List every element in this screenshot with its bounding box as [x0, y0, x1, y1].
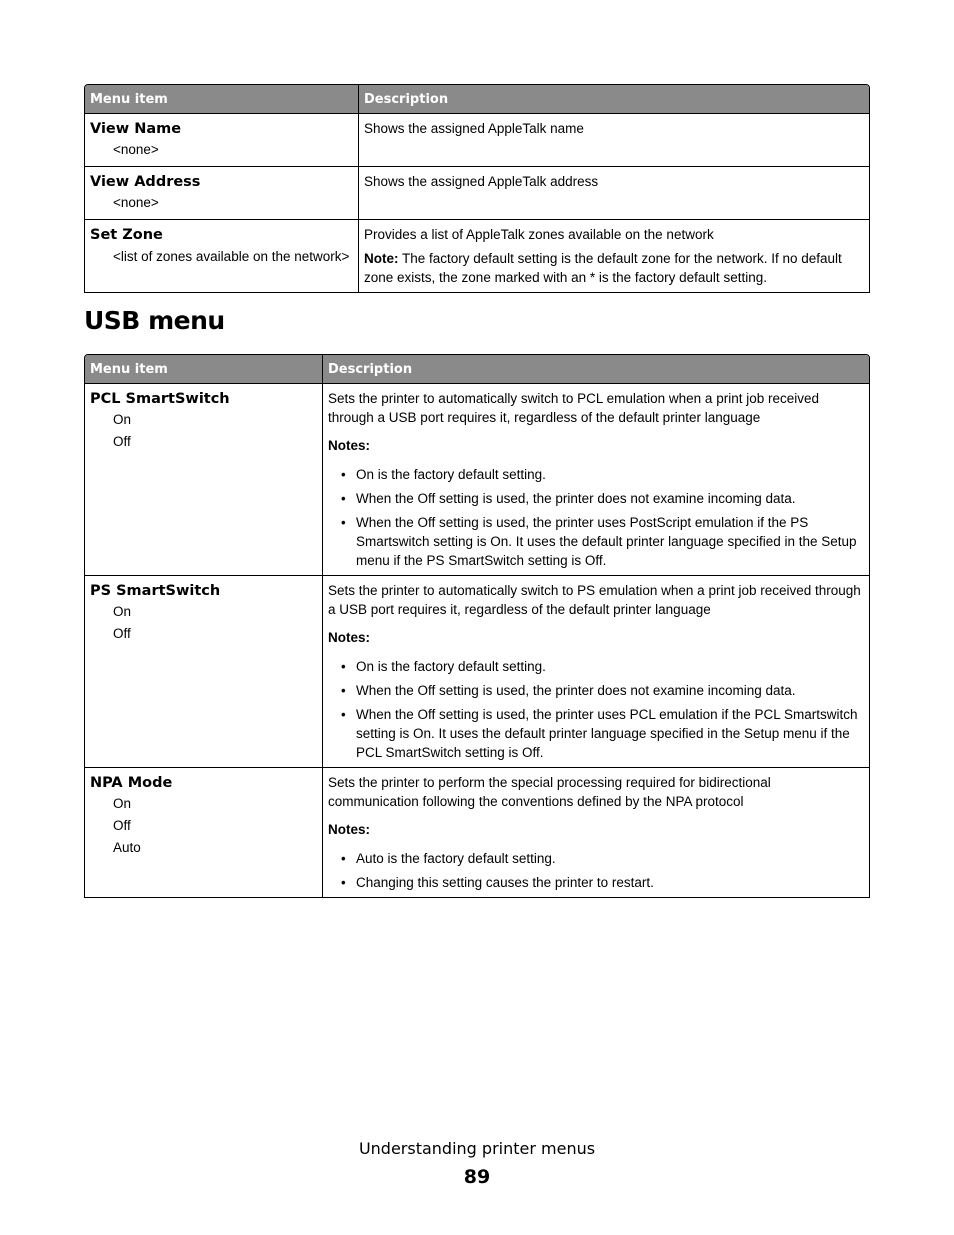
- notes-label: Notes:: [328, 438, 371, 453]
- notes-list: [328, 657, 864, 762]
- description-text: Shows the assigned AppleTalk address: [364, 174, 599, 189]
- header-description: Description: [323, 355, 869, 383]
- menu-item-cell: [85, 219, 359, 292]
- menu-item-option: On: [113, 412, 132, 427]
- description-cell: [323, 767, 869, 897]
- menu-item-option: On: [113, 604, 132, 619]
- note-body: The factory default setting is the default zone for the network. If no default zone exists, the zone marked with an * is the factory default setting.: [364, 251, 842, 285]
- description-text: Sets the printer to automatically switch to PS emulation when a print job received through a USB port requires it, regardless of the default printer language: [328, 583, 861, 617]
- description-cell: [359, 219, 869, 292]
- section-title: USB menu: [84, 306, 225, 335]
- menu-item-option: On: [113, 796, 132, 811]
- bullet-icon: •: [341, 491, 346, 506]
- menu-item-cell: [85, 767, 323, 897]
- notes-list: [328, 465, 864, 570]
- menu-item-cell: [85, 166, 359, 219]
- description-text: Sets the printer to automatically switch to PCL emulation when a print job received through a USB port requires it, regardless of the default printer language: [328, 391, 819, 425]
- notes-list: [328, 849, 864, 892]
- menu-item-name: PS SmartSwitch: [90, 583, 221, 599]
- table-row: [85, 575, 869, 767]
- note-text: [364, 249, 864, 287]
- menu-item-name: View Address: [90, 174, 201, 190]
- note-text: On is the factory default setting.: [356, 659, 546, 674]
- menu-item-cell: [85, 575, 323, 767]
- list-item: [328, 873, 864, 892]
- menu-item-option: <none>: [113, 195, 159, 210]
- menu-item-option: Off: [113, 818, 131, 833]
- menu-item-cell: [85, 113, 359, 166]
- table-row: [85, 219, 869, 292]
- appletalk-menu-table: [84, 84, 870, 293]
- bullet-icon: •: [341, 467, 346, 482]
- menu-item-cell: [85, 383, 323, 575]
- description-cell: [359, 113, 869, 166]
- table-row: [85, 383, 869, 575]
- description-cell: [359, 166, 869, 219]
- table-header-row: [85, 355, 869, 383]
- list-item: [328, 489, 864, 508]
- notes-label: Notes:: [328, 822, 371, 837]
- description-text: Provides a list of AppleTalk zones available on the network: [364, 227, 714, 242]
- note-text: On is the factory default setting.: [356, 467, 546, 482]
- menu-item-option: Off: [113, 626, 131, 641]
- bullet-icon: •: [341, 515, 346, 530]
- menu-item-name: PCL SmartSwitch: [90, 391, 230, 407]
- table-row: [85, 113, 869, 166]
- description-text: Sets the printer to perform the special processing required for bidirectional communication following the conventions defined by the NPA protocol: [328, 775, 771, 809]
- menu-item-option: Auto: [113, 840, 141, 855]
- menu-item-name: NPA Mode: [90, 775, 173, 791]
- bullet-icon: •: [341, 659, 346, 674]
- bullet-icon: •: [341, 875, 346, 890]
- bullet-icon: •: [341, 683, 346, 698]
- list-item: [328, 657, 864, 676]
- table-row: [85, 767, 869, 897]
- table-row: [85, 166, 869, 219]
- notes-label: Notes:: [328, 630, 371, 645]
- note-text: Changing this setting causes the printer to restart.: [356, 875, 654, 890]
- menu-item-name: View Name: [90, 121, 182, 137]
- page-number: 89: [463, 1166, 491, 1188]
- list-item: [328, 513, 864, 570]
- note-text: When the Off setting is used, the printer uses PCL emulation if the PCL Smartswitch setting is On. It uses the default printer language specified in the Setup menu if the PCL SmartSwitch setting is Off.: [356, 707, 858, 760]
- list-item: [328, 705, 864, 762]
- header-description: Description: [359, 85, 869, 113]
- menu-item-name: Set Zone: [90, 227, 163, 243]
- note-text: When the Off setting is used, the printer uses PostScript emulation if the PS Smartswitch setting is On. It uses the default printer language specified in the Setup menu if the PS SmartSwitch setting is Off.: [356, 515, 857, 568]
- usb-menu-table: [84, 354, 870, 898]
- note-text: When the Off setting is used, the printer does not examine incoming data.: [356, 683, 796, 698]
- bullet-icon: •: [341, 707, 346, 722]
- bullet-icon: •: [341, 851, 346, 866]
- menu-item-option: <none>: [113, 142, 159, 157]
- list-item: [328, 465, 864, 484]
- table-header-row: [85, 85, 869, 113]
- header-menu-item: Menu item: [85, 85, 359, 113]
- note-text: When the Off setting is used, the printer does not examine incoming data.: [356, 491, 796, 506]
- list-item: [328, 681, 864, 700]
- note-text: Auto is the factory default setting.: [356, 851, 556, 866]
- list-item: [328, 849, 864, 868]
- footer-title: Understanding printer menus: [358, 1139, 596, 1158]
- menu-item-option: Off: [113, 434, 131, 449]
- description-text: Shows the assigned AppleTalk name: [364, 121, 584, 136]
- description-cell: [323, 575, 869, 767]
- note-label: Note:: [364, 251, 399, 266]
- description-cell: [323, 383, 869, 575]
- menu-item-option: <list of zones available on the network>: [113, 249, 350, 264]
- header-menu-item: Menu item: [85, 355, 323, 383]
